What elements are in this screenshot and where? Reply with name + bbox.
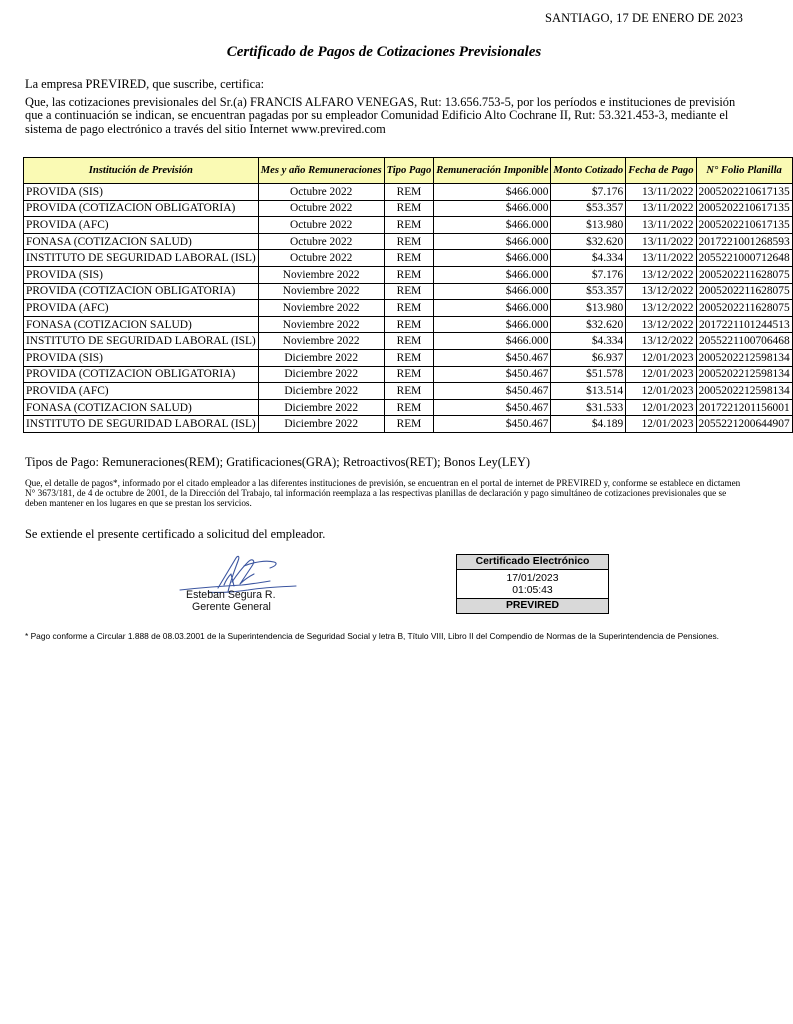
certificate-issuer: PREVIRED: [457, 598, 608, 613]
table-row: [24, 300, 793, 317]
cell-institucion: PROVIDA (AFC): [24, 383, 259, 400]
certificate-time: 01:05:43: [512, 584, 553, 596]
cell-remuneracion: $466.000: [434, 250, 551, 267]
cell-mes: Diciembre 2022: [258, 383, 384, 400]
cell-monto: $32.620: [551, 316, 626, 333]
cell-folio: 2017221101244513: [696, 316, 792, 333]
footnote: * Pago conforme a Circular 1.888 de 08.03.2001 de la Superintendencia de Seguridad Social y letra B, Título VIII, Libro II del Compendio de Normas de la Superintendencia de Pensiones.: [25, 631, 720, 641]
cell-remuneracion: $450.467: [434, 349, 551, 366]
cell-tipo: REM: [384, 200, 434, 217]
cell-remuneracion: $450.467: [434, 383, 551, 400]
cell-remuneracion: $450.467: [434, 366, 551, 383]
table-row: [24, 266, 793, 283]
cell-folio: 2055221100706468: [696, 333, 792, 350]
table-row: [24, 333, 793, 350]
cell-folio: 2005202211628075: [696, 266, 792, 283]
cell-mes: Diciembre 2022: [258, 399, 384, 416]
cell-mes: Octubre 2022: [258, 200, 384, 217]
cell-tipo: REM: [384, 184, 434, 201]
header-remuneracion: Remuneración Imponible: [434, 158, 551, 184]
cell-institucion: PROVIDA (SIS): [24, 349, 259, 366]
cell-fecha: 13/11/2022: [626, 250, 696, 267]
cell-institucion: PROVIDA (SIS): [24, 266, 259, 283]
cell-fecha: 12/01/2023: [626, 399, 696, 416]
cell-mes: Octubre 2022: [258, 184, 384, 201]
legal-note: Que, el detalle de pagos*, informado por el citado empleador a las diferentes instituciones de previsión, se encuentran en el portal de internet de PREVIRED y, conforme se establece en dictamen N° 3673/181, de 4 de octubre de 2001, de la Dirección del Trabajo, tal información reemplaza a las respectivas planillas de declaración y pago simultáneo de cotizaciones previsionales que se deben mantener en los lugares en que se prestan los servicios.: [25, 478, 741, 509]
cell-folio: 2005202211628075: [696, 283, 792, 300]
cell-institucion: FONASA (COTIZACION SALUD): [24, 233, 259, 250]
cell-institucion: PROVIDA (SIS): [24, 184, 259, 201]
cell-institucion: PROVIDA (AFC): [24, 300, 259, 317]
table-row: [24, 366, 793, 383]
cell-mes: Octubre 2022: [258, 250, 384, 267]
cell-monto: $7.176: [551, 184, 626, 201]
cell-folio: 2005202211628075: [696, 300, 792, 317]
intro-section: [25, 78, 745, 136]
cell-monto: $13.980: [551, 217, 626, 234]
cell-monto: $7.176: [551, 266, 626, 283]
cell-institucion: FONASA (COTIZACION SALUD): [24, 316, 259, 333]
cell-monto: $13.980: [551, 300, 626, 317]
cell-fecha: 13/12/2022: [626, 333, 696, 350]
table-row: [24, 250, 793, 267]
cell-tipo: REM: [384, 316, 434, 333]
cell-folio: 2005202212598134: [696, 349, 792, 366]
cell-mes: Diciembre 2022: [258, 366, 384, 383]
cell-institucion: PROVIDA (AFC): [24, 217, 259, 234]
cell-monto: $4.334: [551, 250, 626, 267]
payments-table: [23, 157, 793, 433]
cell-mes: Noviembre 2022: [258, 283, 384, 300]
certificate-date: 17/01/2023: [506, 573, 559, 584]
cell-mes: Octubre 2022: [258, 217, 384, 234]
cell-tipo: REM: [384, 416, 434, 433]
cell-monto: $13.514: [551, 383, 626, 400]
cell-fecha: 13/11/2022: [626, 200, 696, 217]
cell-fecha: 12/01/2023: [626, 383, 696, 400]
cell-mes: Noviembre 2022: [258, 333, 384, 350]
cell-institucion: INSTITUTO DE SEGURIDAD LABORAL (ISL): [24, 333, 259, 350]
signatory-title: Gerente General: [192, 600, 271, 613]
cell-folio: 2017221201156001: [696, 399, 792, 416]
table-row: [24, 383, 793, 400]
cell-remuneracion: $466.000: [434, 184, 551, 201]
cell-fecha: 13/11/2022: [626, 233, 696, 250]
table-row: [24, 283, 793, 300]
cell-monto: $53.357: [551, 283, 626, 300]
cell-remuneracion: $466.000: [434, 200, 551, 217]
header-monto: Monto Cotizado: [551, 158, 626, 184]
table-row: [24, 217, 793, 234]
header-folio: N° Folio Planilla: [696, 158, 792, 184]
cell-folio: 2055221200644907: [696, 416, 792, 433]
cell-remuneracion: $466.000: [434, 316, 551, 333]
cell-fecha: 13/12/2022: [626, 283, 696, 300]
cell-institucion: PROVIDA (COTIZACION OBLIGATORIA): [24, 200, 259, 217]
table-row: [24, 416, 793, 433]
cell-mes: Noviembre 2022: [258, 316, 384, 333]
header-fecha: Fecha de Pago: [626, 158, 696, 184]
cell-mes: Diciembre 2022: [258, 349, 384, 366]
cell-remuneracion: $466.000: [434, 283, 551, 300]
cell-folio: 2017221001268593: [696, 233, 792, 250]
cell-monto: $6.937: [551, 349, 626, 366]
table-row: [24, 184, 793, 201]
cell-folio: 2005202212598134: [696, 366, 792, 383]
cell-tipo: REM: [384, 217, 434, 234]
cell-institucion: INSTITUTO DE SEGURIDAD LABORAL (ISL): [24, 250, 259, 267]
intro-line: La empresa PREVIRED, que suscribe, certifica:: [25, 77, 265, 91]
cell-remuneracion: $450.467: [434, 399, 551, 416]
date-line: SANTIAGO, 17 DE ENERO DE 2023: [544, 11, 743, 25]
header-mes: Mes y año Remuneraciones: [258, 158, 384, 184]
table-row: [24, 399, 793, 416]
cell-monto: $32.620: [551, 233, 626, 250]
cell-fecha: 13/12/2022: [626, 266, 696, 283]
cell-mes: Octubre 2022: [258, 233, 384, 250]
cell-mes: Noviembre 2022: [258, 300, 384, 317]
cell-fecha: 12/01/2023: [626, 366, 696, 383]
cell-tipo: REM: [384, 233, 434, 250]
cell-fecha: 13/11/2022: [626, 217, 696, 234]
cell-institucion: INSTITUTO DE SEGURIDAD LABORAL (ISL): [24, 416, 259, 433]
cell-tipo: REM: [384, 333, 434, 350]
cell-tipo: REM: [384, 266, 434, 283]
cell-monto: $51.578: [551, 366, 626, 383]
cell-tipo: REM: [384, 383, 434, 400]
certificate-box-body: [457, 570, 608, 598]
intro-paragraph: Que, las cotizaciones previsionales del Sr.(a) FRANCIS ALFARO VENEGAS, Rut: 13.656.753-5, por los períodos e instituciones de previsión que a continuación se indican, se encuentran pagadas por su empleador Comunidad Edificio Alto Cochrane II, Rut: 53.321.453-3, mediante el sistema de pago electrónico a través del sitio Internet www.previred.com: [25, 94, 736, 136]
cell-folio: 2005202212598134: [696, 383, 792, 400]
cell-remuneracion: $466.000: [434, 266, 551, 283]
signatory-block: [186, 590, 276, 613]
header-institucion: Institución de Previsión: [24, 158, 259, 184]
cell-tipo: REM: [384, 283, 434, 300]
cell-monto: $4.334: [551, 333, 626, 350]
cell-folio: 2055221000712648: [696, 250, 792, 267]
cell-fecha: 12/01/2023: [626, 416, 696, 433]
cell-tipo: REM: [384, 250, 434, 267]
cell-remuneracion: $466.000: [434, 300, 551, 317]
cell-institucion: FONASA (COTIZACION SALUD): [24, 399, 259, 416]
cell-remuneracion: $466.000: [434, 217, 551, 234]
cell-fecha: 13/12/2022: [626, 300, 696, 317]
cell-monto: $4.189: [551, 416, 626, 433]
cell-institucion: PROVIDA (COTIZACION OBLIGATORIA): [24, 283, 259, 300]
cell-monto: $31.533: [551, 399, 626, 416]
cell-tipo: REM: [384, 300, 434, 317]
cell-fecha: 13/11/2022: [626, 184, 696, 201]
table-header-row: [24, 158, 793, 184]
cell-fecha: 13/12/2022: [626, 316, 696, 333]
signatory-name: Esteban Segura R.: [186, 589, 276, 601]
issuance-statement: Se extiende el presente certificado a solicitud del empleador.: [25, 527, 326, 541]
cell-mes: Diciembre 2022: [258, 416, 384, 433]
cell-folio: 2005202210617135: [696, 200, 792, 217]
cell-remuneracion: $466.000: [434, 233, 551, 250]
cell-mes: Noviembre 2022: [258, 266, 384, 283]
cell-tipo: REM: [384, 349, 434, 366]
cell-remuneracion: $450.467: [434, 416, 551, 433]
document-title: Certificado de Pagos de Cotizaciones Previsionales: [226, 44, 542, 60]
cell-folio: 2005202210617135: [696, 217, 792, 234]
cell-monto: $53.357: [551, 200, 626, 217]
header-tipo: Tipo Pago: [384, 158, 434, 184]
electronic-certificate-box: [456, 554, 609, 614]
table-row: [24, 316, 793, 333]
cell-remuneracion: $466.000: [434, 333, 551, 350]
cell-institucion: PROVIDA (COTIZACION OBLIGATORIA): [24, 366, 259, 383]
cell-tipo: REM: [384, 399, 434, 416]
certificate-box-title: Certificado Electrónico: [457, 555, 608, 570]
table-body: [24, 184, 793, 433]
table-row: [24, 200, 793, 217]
table-row: [24, 233, 793, 250]
table-row: [24, 349, 793, 366]
cell-folio: 2005202210617135: [696, 184, 792, 201]
payment-types-legend: Tipos de Pago: Remuneraciones(REM); Gratificaciones(GRA); Retroactivos(RET); Bonos Ley(LEY): [25, 455, 531, 469]
cell-fecha: 12/01/2023: [626, 349, 696, 366]
cell-tipo: REM: [384, 366, 434, 383]
